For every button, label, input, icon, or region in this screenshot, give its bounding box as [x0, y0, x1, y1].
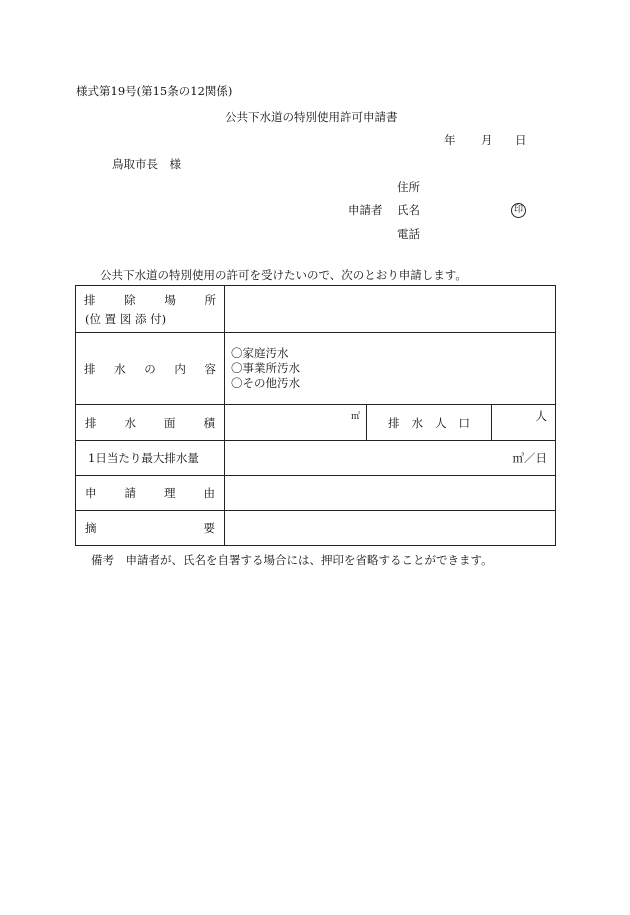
drainage-area-label: 排 水 面 積: [76, 405, 225, 441]
area-unit: ㎡: [350, 412, 360, 422]
addressee: 鳥取市長 様: [112, 157, 181, 171]
row-discharge-content: [76, 333, 556, 405]
seal-icon: 印: [511, 203, 526, 218]
drainage-area-field[interactable]: [225, 405, 367, 441]
intro-text: 公共下水道の特別使用の許可を受けたいので、次のとおり申請します。: [100, 268, 467, 282]
discharge-content-label: 排 水 の 内 容: [76, 333, 225, 405]
discharge-content-options: [225, 333, 556, 405]
option-household-wastewater[interactable]: 〇家庭汚水: [231, 346, 289, 360]
max-discharge-label: 1日当たり最大排水量: [76, 441, 225, 476]
application-table: [75, 285, 556, 546]
application-reason-field[interactable]: [225, 476, 556, 511]
row-application-reason: [76, 476, 556, 511]
name-label: 氏名: [397, 203, 420, 217]
discharge-location-field[interactable]: [225, 286, 556, 333]
date-year-label: 年: [444, 133, 456, 147]
max-discharge-unit: ㎥／日: [512, 451, 547, 465]
row-area-population: [76, 405, 556, 441]
remarks-note: 備考 申請者が、氏名を自署する場合には、押印を省略することができます。: [91, 553, 493, 567]
row-summary: [76, 511, 556, 546]
row-max-discharge: [76, 441, 556, 476]
row-discharge-location: [76, 286, 556, 333]
max-discharge-field[interactable]: [225, 441, 556, 476]
option-business-wastewater[interactable]: 〇事業所汚水: [231, 361, 300, 375]
drainage-population-field[interactable]: [492, 405, 556, 441]
discharge-location-label: [76, 286, 225, 333]
address-label: 住所: [397, 180, 420, 194]
application-reason-label: 申 請 理 由: [76, 476, 225, 511]
date-month-label: 月: [481, 133, 493, 147]
location-map-note: (位 置 図 添 付): [85, 311, 167, 326]
option-other-wastewater[interactable]: 〇その他汚水: [231, 376, 300, 390]
drainage-population-label: 排 水 人 口: [367, 405, 492, 441]
summary-field[interactable]: [225, 511, 556, 546]
applicant-label: 申請者: [348, 203, 383, 217]
document-title: 公共下水道の特別使用許可申請書: [225, 110, 398, 124]
form-number: 様式第19号(第15条の12関係): [76, 84, 233, 98]
phone-label: 電話: [397, 227, 420, 241]
date-day-label: 日: [515, 133, 527, 147]
seal-mark: [511, 203, 526, 218]
discharge-location-title: 排 除 場 所: [84, 292, 216, 307]
population-unit: 人: [535, 409, 547, 423]
summary-label: 摘 要: [76, 511, 225, 546]
